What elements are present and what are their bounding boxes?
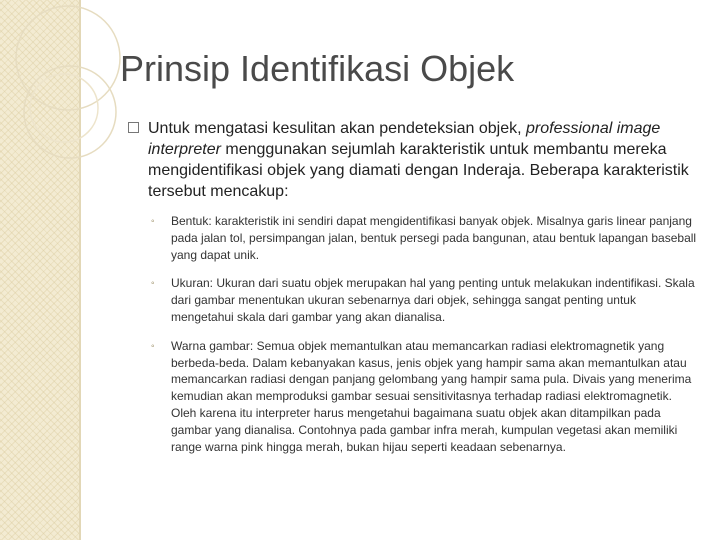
circle-bullet-icon: ◦ bbox=[151, 216, 155, 227]
decorative-circle bbox=[30, 74, 98, 142]
sub-bullet-list bbox=[128, 213, 698, 455]
sub-bullet-text: Warna gambar: Semua objek memantulkan atau memancarkan radiasi elektromagnetik yang berbeda-beda. Dalam kebanyakan kasus, jenis objek yang hampir sama akan memantulkan atau memancarkan radiasi dengan panjang gelombang yang hampir sama pula. Divais yang menerima kemudian akan memproduksi gambar sesuai sensitivitasnya terhadap radiasi elektromagnetik. Oleh karena itu interpreter harus mengetahui bagaimana suatu objek akan ditampilkan pada gambar yang dianalisa. Contohnya pada gambar infra merah, kumpulan vegetasi akan memiliki range warna pink hingga merah, bukan hijau seperti keadaan sebenarnya. bbox=[171, 338, 692, 454]
circle-bullet-icon: ◦ bbox=[151, 278, 155, 290]
square-bullet-icon bbox=[128, 122, 139, 133]
main-bullet-text-start: Untuk mengatasi kesulitan akan pendeteksian objek, bbox=[148, 120, 527, 137]
main-bullet-italic: professional image interpreter bbox=[148, 120, 661, 158]
main-bullet bbox=[128, 118, 698, 202]
main-bullet-text-end: menggunakan sejumlah karakteristik untuk membantu mereka mengidentifikasi objek yang diamati dengan Inderaja. Beberapa karakteristik tersebut mencakup: bbox=[148, 141, 689, 200]
decorative-circle bbox=[16, 6, 120, 110]
sub-bullet-item bbox=[148, 213, 698, 263]
slide-title: Prinsip Identifikasi Objek bbox=[120, 48, 515, 89]
decorative-circle bbox=[24, 66, 116, 158]
main-bullet-text bbox=[148, 118, 698, 202]
sub-bullet-item bbox=[148, 338, 698, 456]
slide-content bbox=[128, 118, 698, 467]
circle-bullet-icon: ◦ bbox=[151, 340, 155, 352]
sub-bullet-text: Bentuk: karakteristik ini sendiri dapat mengidentifikasi banyak objek. Misalnya garis linear panjang pada jalan tol, persimpangan jalan, bentuk persegi pada bangunan, atau bentuk lapangan baseball yang dapat unik. bbox=[171, 214, 697, 262]
sub-bullet-item bbox=[148, 275, 698, 325]
sub-bullet-text: Ukuran: Ukuran dari suatu objek merupakan hal yang penting untuk melakukan indentifikasi. Skala dari gambar menentukan ukuran sebenarnya dari objek, sehingga sangat penting untuk mengetahui skala dari gambar yang akan dianalisa. bbox=[171, 276, 695, 324]
